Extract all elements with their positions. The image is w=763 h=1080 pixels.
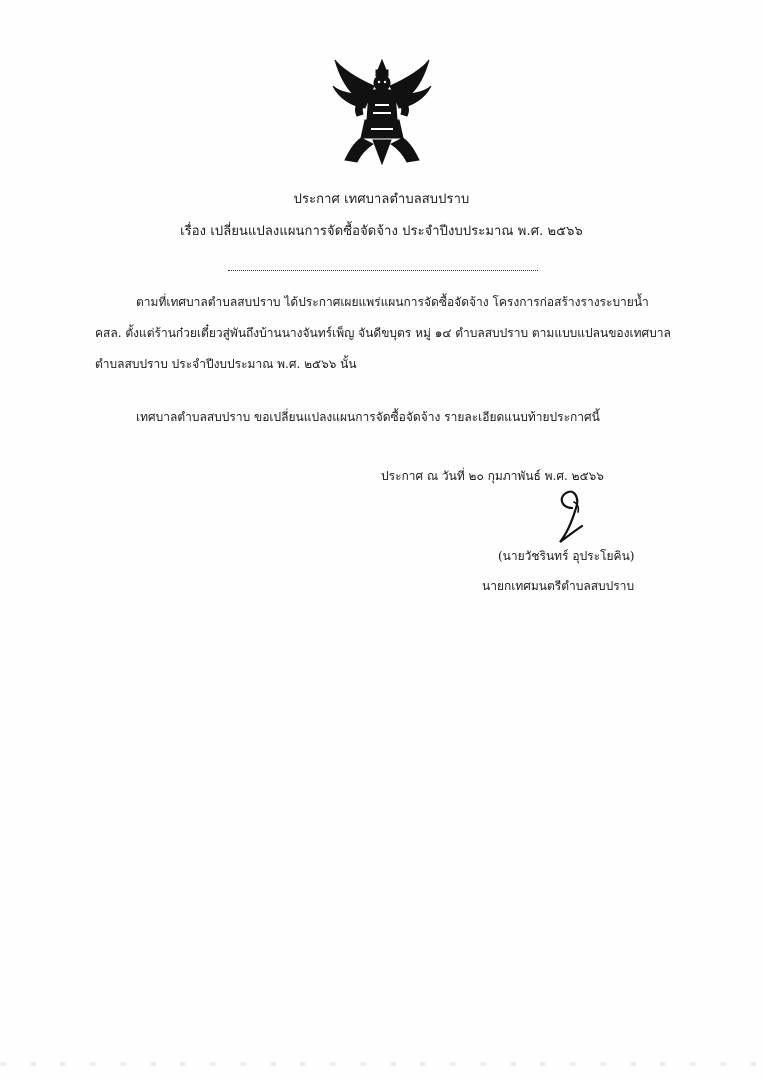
paragraph-1-line-2: คสล. ตั้งแต่ร้านก๋วยเตี๋ยวสู่พันถึงบ้านนางจันทร์เพ็ญ จันดีขบุตร หมู่ ๑๔ ตำบลสบปราบ ตามแบบแปลนของเทศบาล xyxy=(95,326,671,340)
signer-name: (นายวัชรินทร์ อุประโยคิน) xyxy=(498,549,635,563)
announcement-date: ประกาศ ณ วันที่ ๒๐ กุมภาพันธ์ พ.ศ. ๒๕๖๖ xyxy=(381,469,604,483)
signature-icon xyxy=(548,488,598,546)
paragraph-1-line-3: ตำบลสบปราบ ประจำปีงบประมาณ พ.ศ. ๒๕๖๖ นั้น xyxy=(95,357,357,371)
announcement-title: ประกาศ เทศบาลตำบลสบปราบ xyxy=(293,192,470,207)
signer-position: นายกเทศมนตรีตำบลสบปราบ xyxy=(482,579,635,593)
paragraph-1-line-1: ตามที่เทศบาลตำบลสบปราบ ได้ประกาศเผยแพร่แผนการจัดซื้อจัดจ้าง โครงการก่อสร้างรางระบายน้ำ xyxy=(136,295,649,309)
announcement-subject: เรื่อง เปลี่ยนแปลงแผนการจัดซื้อจัดจ้าง ประจำปีงบประมาณ พ.ศ. ๒๕๖๖ xyxy=(180,224,583,239)
paragraph-2: เทศบาลตำบลสบปราบ ขอเปลี่ยนแปลงแผนการจัดซื้อจัดจ้าง รายละเอียดแนบท้ายประกาศนี้ xyxy=(136,410,600,424)
garuda-emblem-icon xyxy=(331,56,433,168)
scan-artifact xyxy=(0,1062,763,1066)
divider-line xyxy=(228,270,538,271)
